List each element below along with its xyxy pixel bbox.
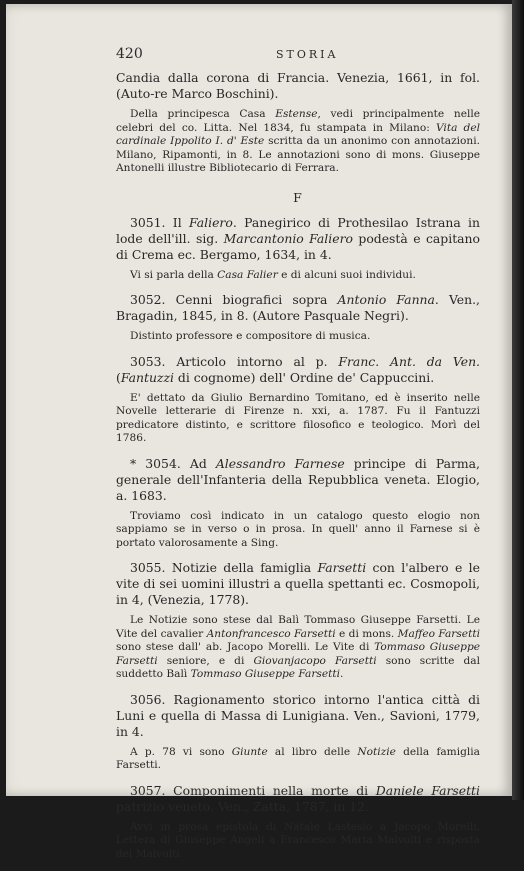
note-3055 bbox=[116, 614, 480, 682]
text-span: , vedi principalmente nelle celebri del co. Litta. Nel 1834, fu stampata in Milano: bbox=[116, 108, 481, 134]
text-span: E' dettato da Giulio Bernardino Tomitano, ed è inserito nelle Novelle letterarie di Firenze n. xxi, a. 1787. Fu il Fantuzzi predicatore distinto, e scrittore filosofico e teologico. Morì del 1786. bbox=[116, 391, 480, 444]
book-page bbox=[6, 4, 512, 860]
text-span: scritta da un anonimo con annotazioni. Milano, Ripamonti, in 8. Le annotazioni sono di mons. Giuseppe Antonelli illustre Bibliotecario di Ferrara. bbox=[116, 135, 480, 174]
text-span: 3055. Notizie della famiglia bbox=[130, 560, 318, 575]
text-span: Distinto professore e compositore di musica. bbox=[130, 330, 371, 342]
entry-3057 bbox=[116, 783, 480, 815]
note-3056 bbox=[116, 746, 480, 773]
italic-span: Giovanjacopo Farsetti bbox=[253, 654, 377, 667]
text-span: della famiglia Farsetti. bbox=[116, 745, 480, 771]
note-3054 bbox=[116, 510, 480, 551]
italic-span: Franc. Ant. da Ven. bbox=[338, 353, 480, 369]
text-span: . Ven., Bragadin, 1845, in 8. (Autore Pasquale Negri). bbox=[116, 292, 480, 323]
italic-span: Fantuzzi bbox=[120, 369, 174, 385]
note-3052 bbox=[116, 330, 480, 344]
text-span: A p. 78 vi sono bbox=[130, 745, 232, 758]
text-span: principe di Parma, generale dell'Infanteria della Repubblica veneta. Elogio, a. 1683. bbox=[116, 455, 480, 503]
italic-span: Maffeo Farsetti bbox=[397, 627, 480, 640]
continued-entry bbox=[116, 70, 480, 102]
text-span: Vi si parla della bbox=[130, 268, 218, 281]
text-span: * 3054. Ad bbox=[130, 455, 216, 471]
text-span: 3053. Articolo intorno al p. bbox=[130, 353, 339, 369]
entry-3053 bbox=[116, 354, 480, 386]
italic-span: Tommaso Giuseppe Farsetti bbox=[116, 641, 481, 667]
note-3051 bbox=[116, 269, 480, 283]
text-span: e di alcuni suoi individui. bbox=[277, 268, 416, 281]
text-span: 3051. Il bbox=[130, 214, 190, 230]
italic-span: Marcantonio Faliero bbox=[223, 230, 353, 246]
entry-3054 bbox=[116, 456, 480, 504]
italic-span: Vita del cardinale Ippolito I. d' Este bbox=[116, 121, 481, 147]
text-span: 3052. Cenni biografici sopra bbox=[130, 292, 338, 307]
text-span: Le Notizie sono stese dal Balì Tommaso Giuseppe Farsetti. Le Vite del cavalier bbox=[116, 614, 480, 640]
note-3057 bbox=[116, 821, 480, 862]
italic-span: Estense bbox=[275, 108, 318, 120]
running-title: STORIA bbox=[276, 48, 339, 61]
page-body bbox=[116, 70, 480, 871]
page-number: 420 bbox=[116, 46, 143, 62]
page-header bbox=[116, 42, 480, 66]
text-span: con l'albero e le vite di sei uomini illustri a quella spettanti ec. Cosmopoli, in 4, (Venezia, 1778). bbox=[116, 560, 480, 607]
italic-span: Notizie bbox=[357, 745, 396, 758]
entry-3055 bbox=[116, 560, 480, 608]
italic-span: Antonio Fanna bbox=[337, 292, 435, 307]
text-span: Candia dalla corona di Francia. Venezia, 1661, in fol. (Auto-re Marco Boschini). bbox=[116, 70, 480, 101]
entry-3051 bbox=[116, 215, 480, 263]
italic-span: Giunte bbox=[231, 745, 268, 758]
italic-span: Farsetti bbox=[317, 560, 367, 575]
italic-span: Alessandro Farnese bbox=[215, 455, 345, 471]
text-span: sono scritte dal suddetto Balì bbox=[116, 654, 480, 680]
text-span: 3056. Ragionamento storico intorno l'antica città di Luni e quella di Massa di Lunigiana. Ven., Savioni, 1779, in 4. bbox=[116, 691, 480, 739]
italic-span: Daniele Farsetti bbox=[375, 782, 480, 798]
italic-span: Casa Falier bbox=[217, 268, 278, 281]
text-span: seniore, e di bbox=[157, 654, 254, 667]
italic-span: Tommaso Giuseppe Farsetti bbox=[190, 668, 341, 680]
text-span: . bbox=[340, 668, 344, 680]
text-span: sono stese dall' ab. Jacopo Morelli. Le Vite di bbox=[116, 641, 375, 653]
text-span: al libro delle bbox=[267, 745, 358, 758]
text-span: 3057. Componimenti nella morte di bbox=[130, 782, 376, 798]
entry-3056 bbox=[116, 692, 480, 740]
text-span: Troviamo così indicato in un catalogo questo elogio non sappiamo se in verso o in prosa. In quell' anno il Farnese si è portato valorosamente a Sing. bbox=[116, 509, 480, 549]
book-spine-edge bbox=[512, 0, 524, 800]
note-3053 bbox=[116, 392, 480, 446]
italic-span: Faliero bbox=[189, 214, 233, 230]
text-span: podestà e capitano di Crema ec. Bergamo, 1634, in 4. bbox=[116, 230, 480, 262]
entry-3052 bbox=[116, 292, 480, 324]
text-span: e di mons. bbox=[335, 627, 398, 640]
text-span: Avvi in prosa epistola di Natale Lastesio a Jacopo Morelli, Lettera di Giuseppe Angeli a Francesco Maria Malvolti e risposta del Malvolti. bbox=[116, 820, 480, 860]
text-span: ( bbox=[116, 369, 121, 385]
text-span: Della principesca Casa bbox=[130, 108, 276, 120]
italic-span: Antonfrancesco Farsetti bbox=[206, 627, 336, 640]
text-span: di cognome) dell' Ordine de' Cappuccini. bbox=[173, 369, 435, 385]
note-estense bbox=[116, 108, 480, 176]
text-span: patrizio veneto. Ven., Zatta, 1787, in 12. bbox=[116, 798, 369, 814]
text-span: . Panegirico di Prothesilao Istrana in lode dell'ill. sig. bbox=[116, 214, 480, 246]
section-letter: F bbox=[293, 189, 303, 205]
